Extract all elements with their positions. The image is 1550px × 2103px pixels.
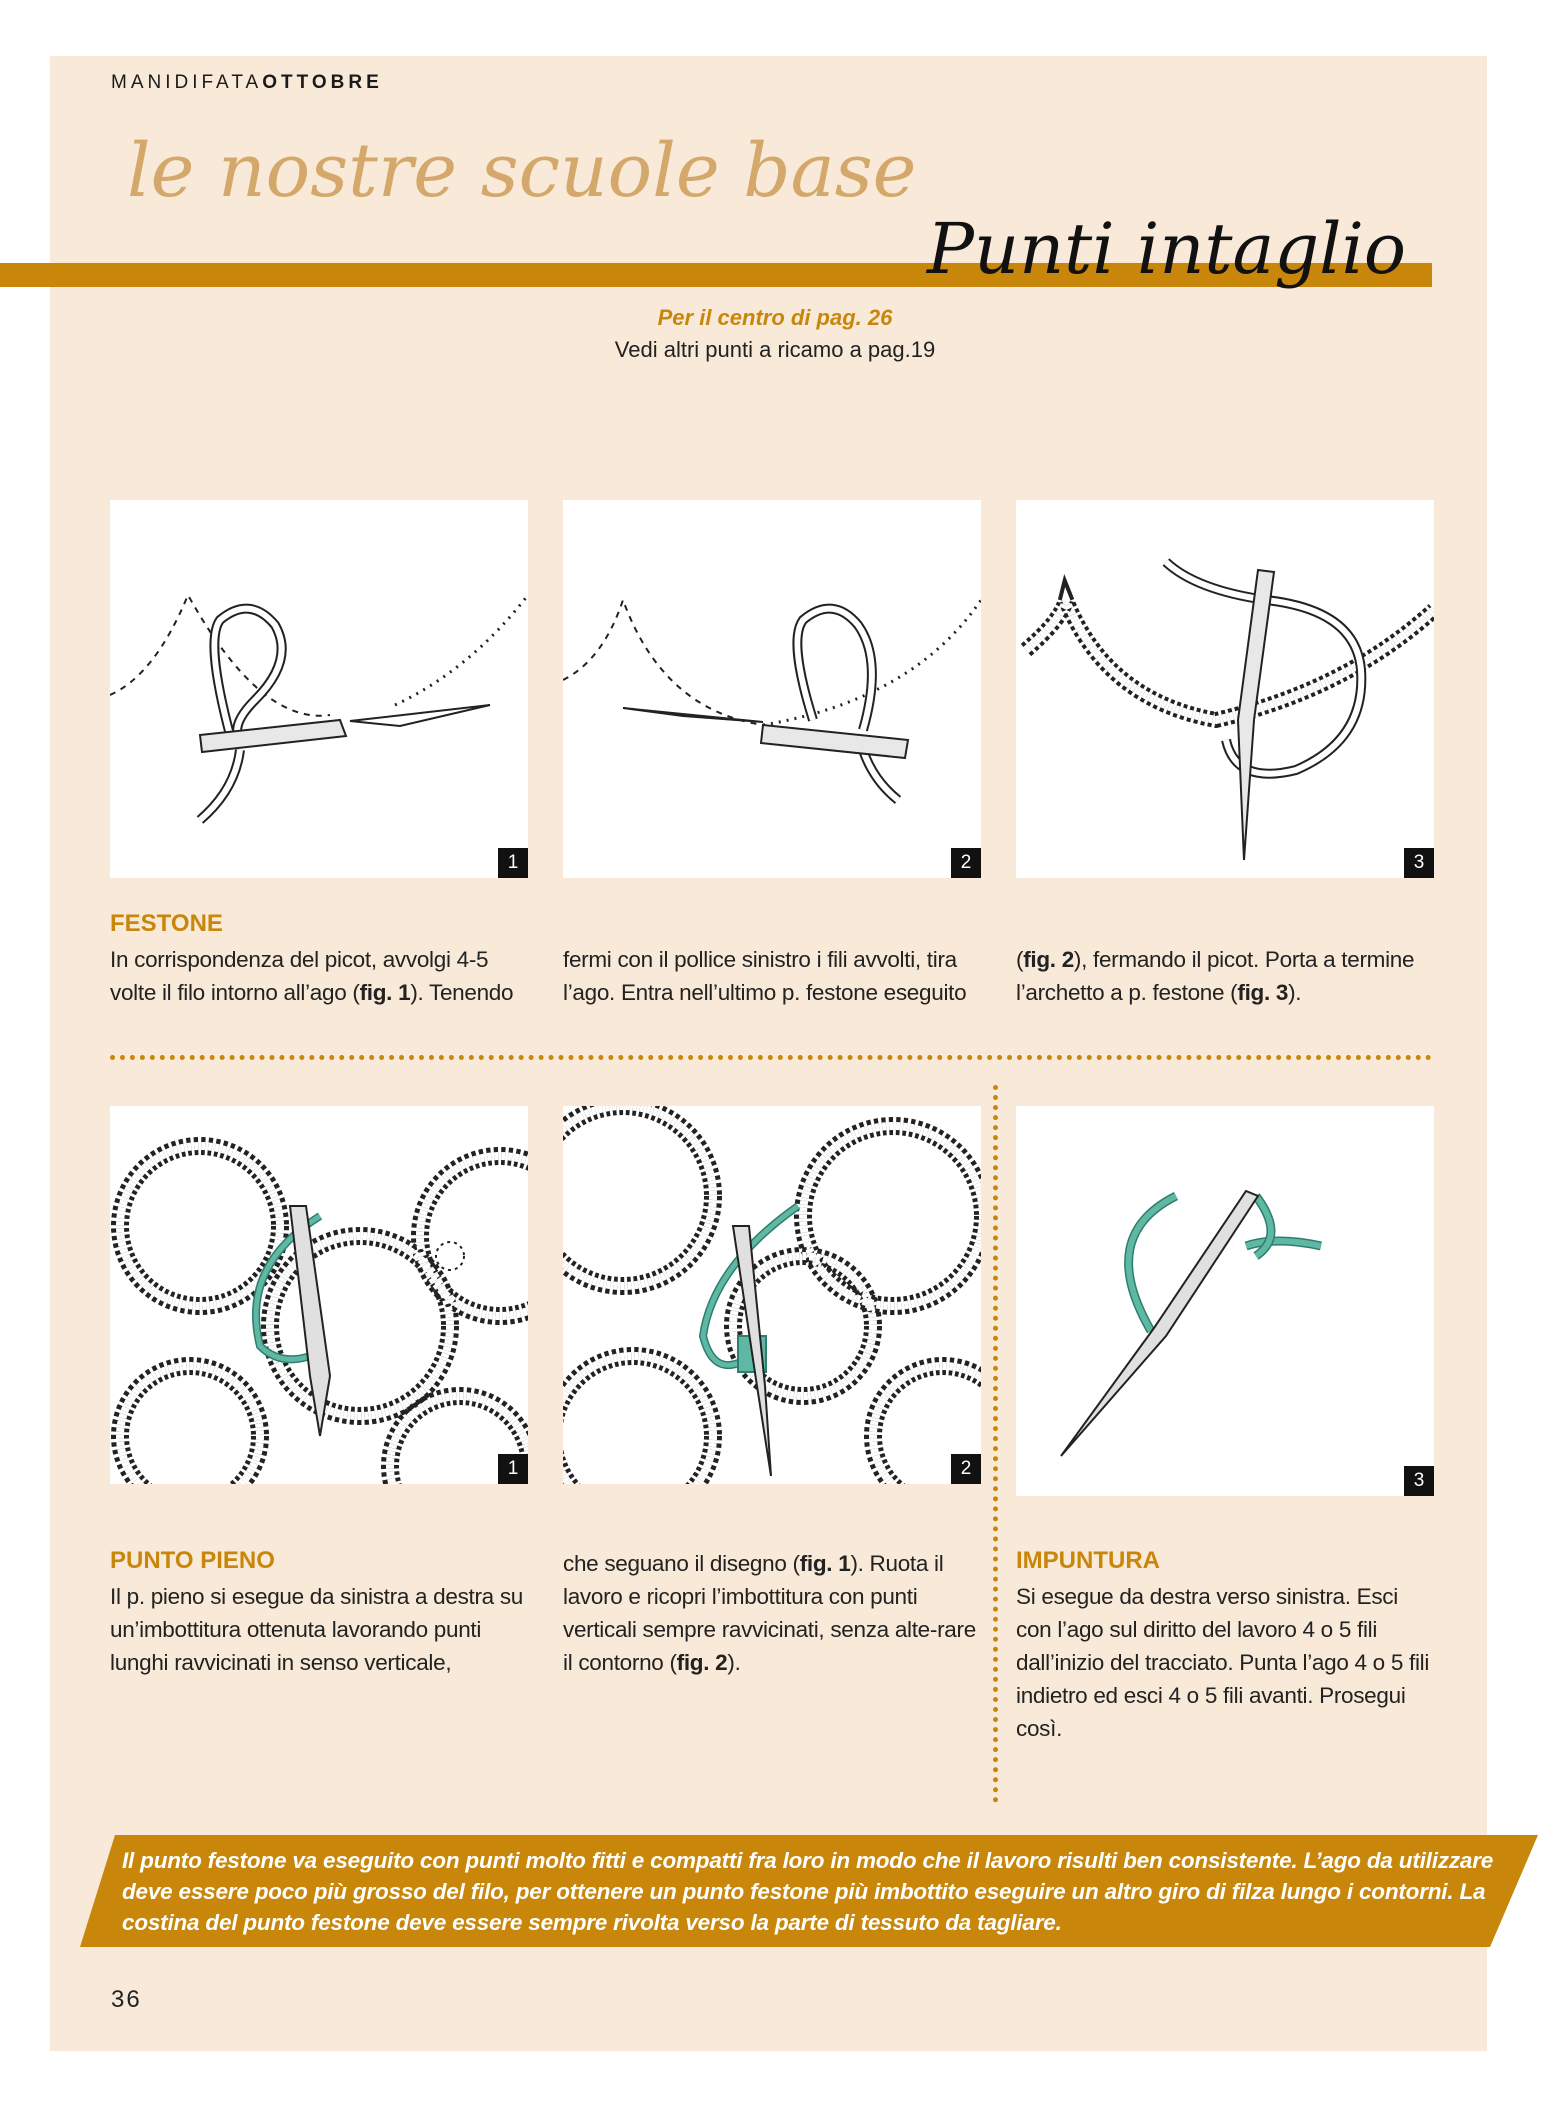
figure-number: 3 <box>1404 848 1434 878</box>
subtitle <box>0 305 1550 363</box>
section-divider-vertical <box>993 1085 998 1803</box>
series-title: le nostre scuole base <box>127 128 917 214</box>
festone-figure-2 <box>563 500 981 878</box>
impuntura-figure-3 <box>1016 1106 1434 1496</box>
festone-figure-1 <box>110 500 528 878</box>
impuntura-title: IMPUNTURA <box>1016 1547 1160 1574</box>
tip-text: Il punto festone va eseguito con punti molto fitti e compatti fra loro in modo che il lavoro risulti ben consistente. L’ago da utilizzare deve essere poco più grosso del filo, per ottenere un punto festone più imbottito eseguire un altro giro di filza lungo i contorni. La costina del punto festone deve essere sempre rivolta verso la parte di tessuto da tagliare. <box>122 1848 1494 1935</box>
magazine-header: MANIDIFATAOTTOBRE <box>111 72 383 93</box>
festone-title: FESTONE <box>110 910 223 937</box>
subtitle-reference: Per il centro di pag. 26 <box>657 305 893 330</box>
festone-figure-3 <box>1016 500 1434 878</box>
page-title: Punti intaglio <box>926 208 1406 290</box>
needle-illustration <box>1016 500 1434 878</box>
figure-number: 2 <box>951 1454 981 1484</box>
festone-text-col3: (fig. 2), fermando il picot. Porta a termine l’archetto a p. festone (fig. 3). <box>1016 947 1415 1005</box>
figure-number: 1 <box>498 848 528 878</box>
pieno-text-col2: che seguano il disegno (fig. 1). Ruota il lavoro e ricopri l’imbottitura con punti verticali sempre ravvicinati, senza alte-rare il contorno (fig. 2). <box>563 1551 976 1675</box>
needle-illustration <box>110 500 528 878</box>
needle-illustration <box>563 500 981 878</box>
buttonhole-ring-illustration <box>110 1106 528 1484</box>
figure-number: 2 <box>951 848 981 878</box>
pieno-title: PUNTO PIENO <box>110 1547 275 1574</box>
page-number: 36 <box>111 1986 142 2013</box>
impuntura-text: Si esegue da destra verso sinistra. Esci con l’ago sul diritto del lavoro 4 o 5 fili dall’inizio del tracciato. Punta l’ago 4 o 5 fili indietro ed esci 4 o 5 fili avanti. Prosegui così. <box>1016 1584 1430 1741</box>
festone-text-col1: In corrispondenza del picot, avvolgi 4-5 volte il filo intorno all’ago (fig. 1). Tenendo <box>110 947 514 1005</box>
festone-text-col2: fermi con il pollice sinistro i fili avvolti, tira l’ago. Entra nell’ultimo p. festone eseguito <box>563 947 967 1005</box>
figure-number: 1 <box>498 1454 528 1484</box>
pieno-figure-1 <box>110 1106 528 1484</box>
needle-illustration <box>1016 1106 1434 1496</box>
subtitle-note: Vedi altri punti a ricamo a pag.19 <box>614 337 936 362</box>
pieno-figure-2 <box>563 1106 981 1484</box>
pieno-text-col1: Il p. pieno si esegue da sinistra a destra su un’imbottitura ottenuta lavorando punti lunghi ravvicinati in senso verticale, <box>110 1584 524 1675</box>
tip-banner <box>80 1835 1538 1947</box>
figure-number: 3 <box>1404 1466 1434 1496</box>
buttonhole-ring-illustration <box>563 1106 981 1484</box>
section-divider-horizontal <box>110 1055 1432 1060</box>
